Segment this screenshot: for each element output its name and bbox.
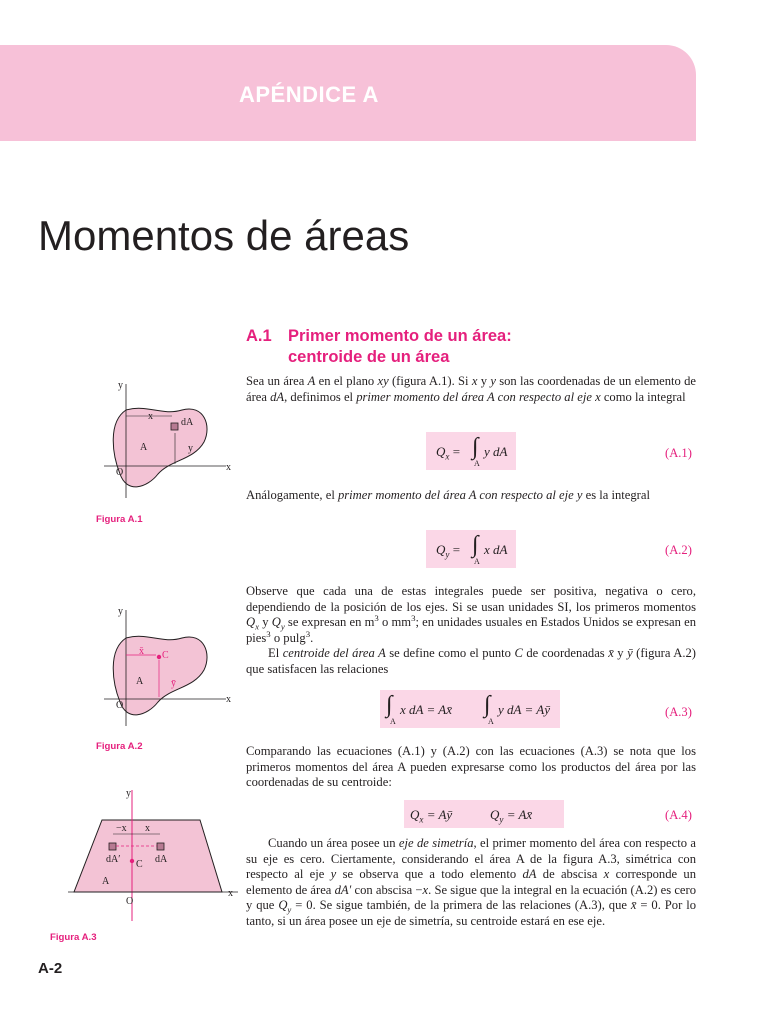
fig2-centroid-label: C bbox=[162, 650, 169, 661]
fig2-y-label: y bbox=[118, 606, 123, 617]
section-title-line2: centroide de un área bbox=[288, 348, 450, 366]
figure-a1 bbox=[92, 376, 242, 506]
fig1-area-label: A bbox=[140, 442, 148, 453]
fig1-dist-x: x bbox=[148, 411, 153, 422]
fig2-ybar: ȳ bbox=[171, 678, 176, 689]
figure-a2-caption: Figura A.2 bbox=[96, 741, 143, 752]
fig1-y-label: y bbox=[118, 380, 123, 391]
equation-number-a1: (A.1) bbox=[665, 446, 692, 460]
fig1-dist-y: y bbox=[188, 443, 193, 454]
equation-a4: $Q_x$ = Aȳ $Q_y$ = Ax̄ bbox=[404, 800, 564, 828]
figure-a3-caption: Figura A.3 bbox=[50, 932, 97, 943]
paragraph-5: Comparando las ecuaciones (A.1) y (A.2) con las ecuaciones (A.3) se nota que los primeros momentos del área A pueden expresarse como los productos del área por las coordenadas de su centroide: bbox=[246, 744, 696, 790]
fig3-origin: O bbox=[126, 896, 134, 907]
fig2-x-label: x bbox=[226, 694, 231, 705]
paragraph-1: Sea un área A en el plano xy (figura A.1). Si x y y son las coordenadas de un elemento de área dA, definimos el primer momento del área A con respecto al eje x como la integral bbox=[246, 374, 696, 404]
fig3-element-mirror-label: dA′ bbox=[106, 854, 121, 865]
fig1-origin: O bbox=[116, 467, 124, 478]
figure-a2 bbox=[92, 604, 242, 734]
fig3-neg-x: −x bbox=[116, 823, 127, 834]
equation-number-a4: (A.4) bbox=[665, 808, 692, 822]
fig3-element-label: dA bbox=[155, 854, 168, 865]
equation-a1: $Q_x$ = ∫ A y dA bbox=[426, 432, 516, 470]
equation-a2: $Q_y$ = ∫ A x dA bbox=[426, 530, 516, 568]
chapter-title: Momentos de áreas bbox=[38, 212, 410, 259]
fig2-xbar: x̄ bbox=[139, 646, 144, 657]
paragraph-6: Cuando un área posee un eje de simetría, el primer momento del área con respecto a su eje es cero. Ciertamente, considerando el área A de la figura A.3, simétrica con respecto al eje y se observa que a todo elemento dA de abscisa x corresponde un elemento de área dA′ con abscisa −x. Se sigue que la integral en la ecuación (A.2) es cero y que $Q_y = 0$. Se sigue también, de la primera de las relaciones (A.3), que x̄ = 0. Por lo tanto, si un área posee un eje de simetría, su centroide estará en ese eje. bbox=[246, 836, 697, 928]
figure-a3 bbox=[48, 786, 248, 926]
appendix-label: APÉNDICE A bbox=[239, 82, 379, 107]
section-heading bbox=[246, 326, 512, 368]
fig3-x-label: x bbox=[228, 888, 233, 899]
fig2-origin: O bbox=[116, 700, 124, 711]
fig3-area-label: A bbox=[102, 876, 110, 887]
fig2-area-label: A bbox=[136, 676, 144, 687]
fig3-y-label: y bbox=[126, 788, 131, 799]
fig1-x-label: x bbox=[226, 462, 231, 473]
section-title-line1: Primer momento de un área: bbox=[288, 327, 512, 345]
equation-number-a2: (A.2) bbox=[665, 543, 692, 557]
page-number: A-2 bbox=[38, 960, 63, 977]
equation-number-a3: (A.3) bbox=[665, 705, 692, 719]
paragraph-4: El centroide del área A se define como el punto C de coordenadas x̄ y ȳ (figura A.2) que satisfacen las relaciones bbox=[246, 646, 696, 676]
section-number: A.1 bbox=[246, 327, 272, 345]
fig1-element-label: dA bbox=[181, 417, 194, 428]
fig3-pos-x: x bbox=[145, 823, 150, 834]
paragraph-3: Observe que cada una de estas integrales puede ser positiva, negativa o cero, dependiendo de la posición de los ejes. Si se usan unidades SI, los primeros momentos $Q_x$ y $Q_y$ se expresan en $m^3$ o $mm^3$; en unidades usuales en Estados Unidos se expresan en pies$^3$ o pulg$^3$. bbox=[246, 584, 696, 645]
paragraph-2: Análogamente, el primer momento del área A con respecto al eje y es la integral bbox=[246, 488, 650, 502]
fig3-centroid-label: C bbox=[136, 859, 143, 870]
equation-a3: ∫ A x dA = Ax̄ ∫ A y dA = Aȳ bbox=[380, 690, 560, 728]
figure-a1-caption: Figura A.1 bbox=[96, 514, 143, 525]
